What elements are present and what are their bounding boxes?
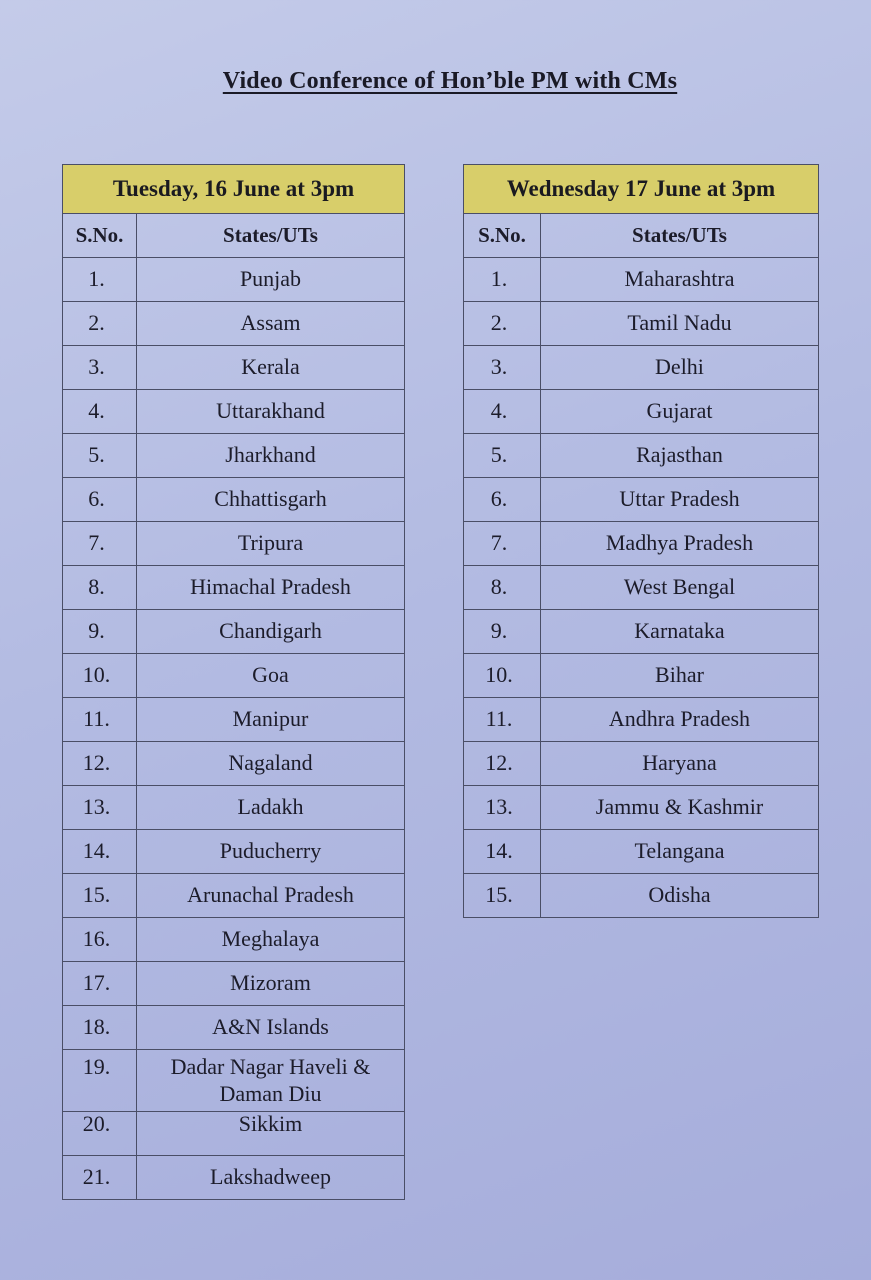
table-row xyxy=(63,918,405,962)
serial-number-cell: 14. xyxy=(63,830,137,874)
state-name-cell: Karnataka xyxy=(541,610,819,654)
state-name-cell: Meghalaya xyxy=(137,918,405,962)
table-row xyxy=(464,390,819,434)
serial-number-cell: 19. xyxy=(63,1050,137,1112)
table-row xyxy=(63,434,405,478)
state-name-cell: Mizoram xyxy=(137,962,405,1006)
serial-number-cell: 6. xyxy=(464,478,541,522)
serial-number-cell: 4. xyxy=(63,390,137,434)
table-row xyxy=(63,522,405,566)
state-name-cell: Arunachal Pradesh xyxy=(137,874,405,918)
table-row xyxy=(464,522,819,566)
serial-number-cell: 1. xyxy=(464,258,541,302)
serial-number-cell: 5. xyxy=(63,434,137,478)
serial-number-cell: 13. xyxy=(63,786,137,830)
serial-number-cell: 16. xyxy=(63,918,137,962)
state-name-cell: Telangana xyxy=(541,830,819,874)
state-name-cell: Uttarakhand xyxy=(137,390,405,434)
table-header-row xyxy=(464,165,819,214)
serial-number-cell: 9. xyxy=(464,610,541,654)
table-row xyxy=(464,434,819,478)
state-name-cell: Andhra Pradesh xyxy=(541,698,819,742)
table-row xyxy=(464,566,819,610)
serial-number-cell: 20. xyxy=(63,1112,137,1156)
table-row xyxy=(63,786,405,830)
state-name-cell: Delhi xyxy=(541,346,819,390)
state-name-cell: Gujarat xyxy=(541,390,819,434)
serial-number-cell: 2. xyxy=(63,302,137,346)
state-name-cell: Lakshadweep xyxy=(137,1156,405,1200)
serial-number-cell: 5. xyxy=(464,434,541,478)
state-name-cell: Madhya Pradesh xyxy=(541,522,819,566)
serial-number-cell: 6. xyxy=(63,478,137,522)
table-row xyxy=(63,654,405,698)
table-row xyxy=(63,1006,405,1050)
serial-number-cell: 10. xyxy=(464,654,541,698)
state-name-cell: Chhattisgarh xyxy=(137,478,405,522)
table-row xyxy=(63,566,405,610)
day-header-tuesday: Tuesday, 16 June at 3pm xyxy=(63,165,405,214)
state-name-cell: A&N Islands xyxy=(137,1006,405,1050)
state-name-cell: Rajasthan xyxy=(541,434,819,478)
state-name-cell: Goa xyxy=(137,654,405,698)
table-row xyxy=(63,698,405,742)
table-row xyxy=(464,786,819,830)
serial-number-cell: 1. xyxy=(63,258,137,302)
state-name-cell: Haryana xyxy=(541,742,819,786)
table-row xyxy=(464,654,819,698)
state-name-cell: Dadar Nagar Haveli & Daman Diu xyxy=(137,1050,405,1112)
table-row xyxy=(63,302,405,346)
table-row xyxy=(63,610,405,654)
state-name-cell: Tripura xyxy=(137,522,405,566)
tuesday-schedule-table xyxy=(62,164,405,1200)
day-header-wednesday: Wednesday 17 June at 3pm xyxy=(464,165,819,214)
state-name-cell: Chandigarh xyxy=(137,610,405,654)
state-name-cell: Assam xyxy=(137,302,405,346)
serial-number-cell: 7. xyxy=(464,522,541,566)
table-row xyxy=(464,302,819,346)
table-row xyxy=(464,698,819,742)
serial-number-cell: 15. xyxy=(464,874,541,918)
state-name-cell: Tamil Nadu xyxy=(541,302,819,346)
table-row xyxy=(464,610,819,654)
state-name-cell: Jharkhand xyxy=(137,434,405,478)
state-name-cell: Himachal Pradesh xyxy=(137,566,405,610)
table-row xyxy=(464,478,819,522)
state-name-cell: West Bengal xyxy=(541,566,819,610)
serial-number-cell: 10. xyxy=(63,654,137,698)
wednesday-schedule-table xyxy=(463,164,819,918)
table-row xyxy=(63,1112,405,1156)
serial-number-cell: 12. xyxy=(464,742,541,786)
serial-number-cell: 2. xyxy=(464,302,541,346)
wednesday-rows xyxy=(464,258,819,918)
serial-number-cell: 8. xyxy=(63,566,137,610)
serial-number-cell: 15. xyxy=(63,874,137,918)
table-row xyxy=(63,1156,405,1200)
state-name-cell: Bihar xyxy=(541,654,819,698)
serial-number-cell: 11. xyxy=(63,698,137,742)
column-header-states: States/UTs xyxy=(541,214,819,258)
state-name-cell: Maharashtra xyxy=(541,258,819,302)
serial-number-cell: 8. xyxy=(464,566,541,610)
state-name-cell: Jammu & Kashmir xyxy=(541,786,819,830)
table-row xyxy=(464,742,819,786)
serial-number-cell: 13. xyxy=(464,786,541,830)
table-header-row xyxy=(63,165,405,214)
state-name-cell: Punjab xyxy=(137,258,405,302)
state-name-cell: Manipur xyxy=(137,698,405,742)
serial-number-cell: 4. xyxy=(464,390,541,434)
tuesday-rows xyxy=(63,258,405,1200)
table-row xyxy=(63,742,405,786)
table-row xyxy=(63,1050,405,1112)
state-name-cell: Uttar Pradesh xyxy=(541,478,819,522)
serial-number-cell: 17. xyxy=(63,962,137,1006)
table-row xyxy=(63,258,405,302)
table-row xyxy=(63,962,405,1006)
serial-number-cell: 14. xyxy=(464,830,541,874)
table-row xyxy=(464,830,819,874)
serial-number-cell: 9. xyxy=(63,610,137,654)
state-name-cell: Odisha xyxy=(541,874,819,918)
column-header-sno: S.No. xyxy=(63,214,137,258)
table-row xyxy=(464,258,819,302)
table-row xyxy=(63,478,405,522)
column-header-sno: S.No. xyxy=(464,214,541,258)
state-name-cell: Nagaland xyxy=(137,742,405,786)
page-title: Video Conference of Hon’ble PM with CMs xyxy=(222,68,678,94)
state-name-cell: Sikkim xyxy=(137,1112,405,1156)
column-header-row xyxy=(464,214,819,258)
table-row xyxy=(63,874,405,918)
column-header-states: States/UTs xyxy=(137,214,405,258)
state-name-cell: Kerala xyxy=(137,346,405,390)
table-row xyxy=(464,346,819,390)
table-row xyxy=(63,390,405,434)
state-name-cell: Puducherry xyxy=(137,830,405,874)
table-row xyxy=(63,830,405,874)
table-row xyxy=(63,346,405,390)
column-header-row xyxy=(63,214,405,258)
serial-number-cell: 21. xyxy=(63,1156,137,1200)
serial-number-cell: 11. xyxy=(464,698,541,742)
serial-number-cell: 3. xyxy=(464,346,541,390)
state-name-cell: Ladakh xyxy=(137,786,405,830)
table-row xyxy=(464,874,819,918)
serial-number-cell: 18. xyxy=(63,1006,137,1050)
serial-number-cell: 7. xyxy=(63,522,137,566)
serial-number-cell: 3. xyxy=(63,346,137,390)
serial-number-cell: 12. xyxy=(63,742,137,786)
